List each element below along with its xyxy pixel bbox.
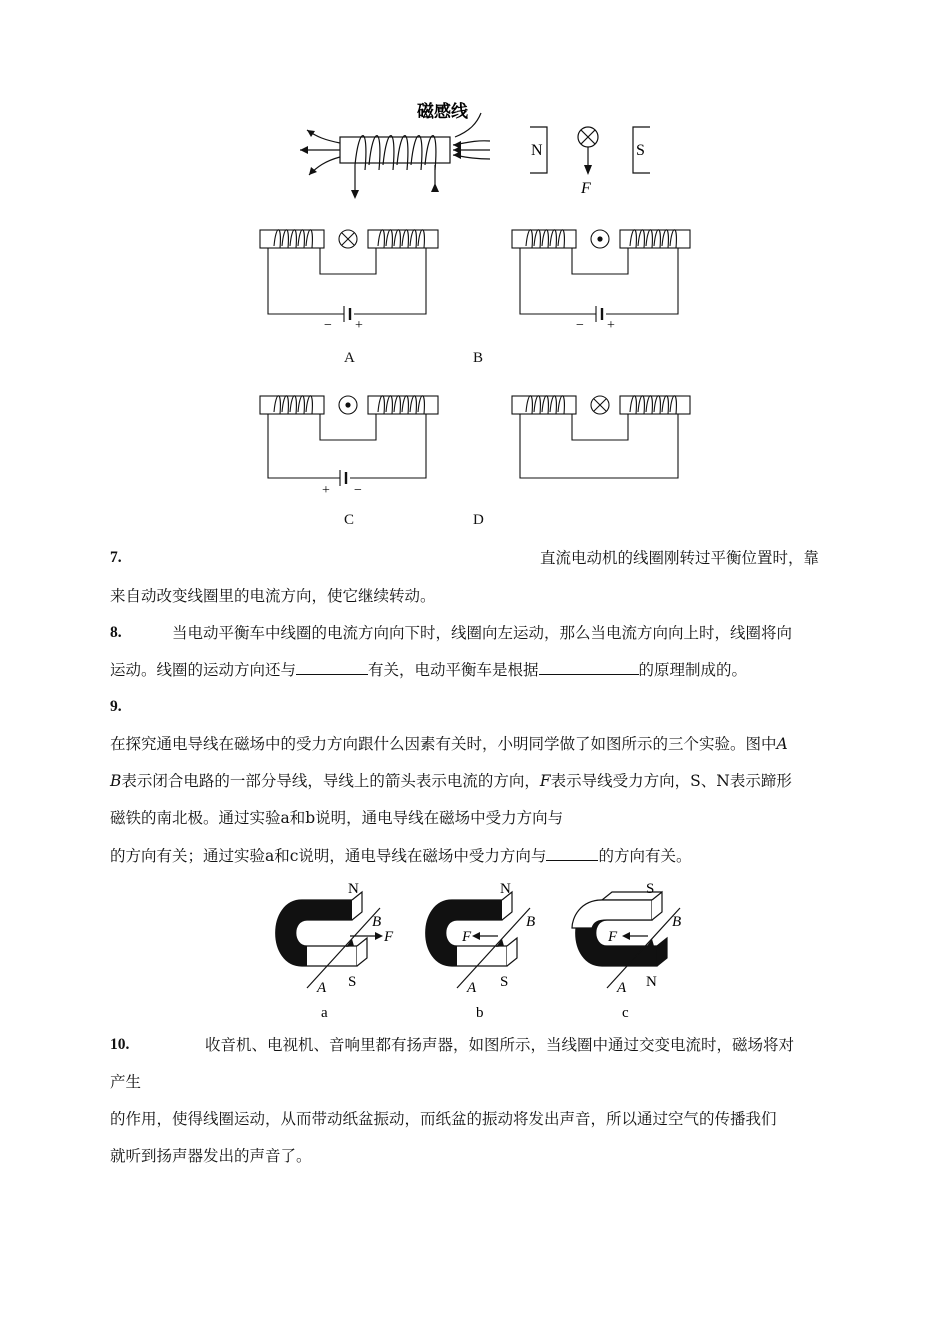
q9-line4-a: 的方向有关；通过实验a和c说明，通电导线在磁场中受力方向与 xyxy=(110,847,547,865)
q9-line2-b: B xyxy=(110,772,122,790)
panel-a-bottom-pole: S xyxy=(348,974,357,990)
force-label: F xyxy=(581,180,591,197)
figure-circuit-c xyxy=(258,390,448,500)
q8-number: 8. xyxy=(110,624,122,641)
q8-line2-b: 有关，电动平衡车是根据 xyxy=(368,661,539,679)
q8-line2-a: 运动。线圈的运动方向还与 xyxy=(110,661,297,679)
q8-line2-c: 的原理制成的。 xyxy=(638,661,748,679)
option-label-b: B xyxy=(473,350,484,366)
q7-number: 7. xyxy=(110,549,122,566)
solenoid-label: 磁感线 xyxy=(417,102,468,122)
q9-blank[interactable] xyxy=(546,846,598,861)
magnet-pole-s: S xyxy=(636,142,645,159)
q9-line1-a: A xyxy=(776,735,788,753)
panel-c-force: F xyxy=(608,929,618,945)
q10-line2: 产生 xyxy=(110,1073,142,1091)
q9-line3: 磁铁的南北极。通过实验a和b说明，通电导线在磁场中受力方向与 xyxy=(110,809,564,827)
battery-minus: − xyxy=(354,483,362,498)
battery-plus: + xyxy=(607,318,615,332)
panel-a-caption: a xyxy=(321,1005,328,1021)
battery-minus: − xyxy=(576,318,584,332)
figure-circuit-a xyxy=(258,222,448,332)
q10-line4: 就听到扬声器发出的声音了。 xyxy=(110,1147,312,1165)
q8-blank-1[interactable] xyxy=(296,660,368,675)
magnet-pole-n: N xyxy=(531,142,543,159)
panel-c-bottom-pole: N xyxy=(646,974,657,990)
panel-b-bottom-pole: S xyxy=(500,974,509,990)
figure-horseshoe-magnets xyxy=(262,878,702,1023)
q9-line4 xyxy=(110,846,691,866)
q8-blank-2[interactable] xyxy=(539,660,639,675)
panel-b-wire-bottom: A xyxy=(467,980,477,996)
panel-b-force: F xyxy=(462,929,472,945)
q9-line1 xyxy=(110,734,788,754)
q9-line2 xyxy=(110,771,792,791)
q8-line2 xyxy=(110,660,747,680)
panel-a-wire-top: B xyxy=(372,914,382,930)
panel-c-wire-bottom: A xyxy=(617,980,627,996)
panel-a-force: F xyxy=(384,929,394,945)
q7-line2: 来自动改变线圈里的电流方向，使它继续转动。 xyxy=(110,587,436,605)
panel-b-caption: b xyxy=(476,1005,484,1021)
figure-circuit-b xyxy=(510,222,700,332)
figure-circuit-d xyxy=(510,390,700,500)
q9-line4-b: 的方向有关。 xyxy=(598,847,692,865)
panel-a-top-pole: N xyxy=(348,881,359,897)
battery-minus: − xyxy=(324,318,332,332)
panel-a-wire-bottom: A xyxy=(317,980,327,996)
option-label-d: D xyxy=(473,512,484,528)
panel-c-top-pole: S xyxy=(646,881,655,897)
battery-plus: + xyxy=(322,483,330,498)
option-label-a: A xyxy=(344,350,355,366)
panel-b-wire-top: B xyxy=(526,914,536,930)
figure-solenoid-magnet xyxy=(295,95,665,205)
panel-b-top-pole: N xyxy=(500,881,511,897)
q9-line1-text: 在探究通电导线在磁场中的受力方向跟什么因素有关时，小明同学做了如图所示的三个实验。图中 xyxy=(110,735,777,753)
magnet-panel-b xyxy=(426,892,530,988)
q10-line3: 的作用，使得线圈运动，从而带动纸盆振动，而纸盆的振动将发出声音，所以通过空气的传播我们 xyxy=(110,1110,777,1128)
panel-c-caption: c xyxy=(622,1005,629,1021)
magnet-panel-a xyxy=(276,892,383,988)
magnet-panel-c xyxy=(572,892,680,988)
q9-number: 9. xyxy=(110,698,122,715)
q9-line2-f: F xyxy=(539,772,551,790)
battery-plus: + xyxy=(355,318,363,332)
q8-line1: 当电动平衡车中线圈的电流方向向下时，线圈向左运动，那么当电流方向向上时，线圈将向 xyxy=(172,624,793,642)
q10-number: 10. xyxy=(110,1036,130,1053)
q7-line1: 直流电动机的线圈刚转过平衡位置时，靠 xyxy=(540,549,820,567)
q9-line2-text: 表示闭合电路的一部分导线，导线上的箭头表示电流的方向， xyxy=(121,772,540,790)
q10-line1: 收音机、电视机、音响里都有扬声器，如图所示，当线圈中通过交变电流时，磁场将对 xyxy=(205,1036,795,1054)
option-label-c: C xyxy=(344,512,355,528)
q9-line2-end: 表示导线受力方向，S、N表示蹄形 xyxy=(550,772,792,790)
panel-c-wire-top: B xyxy=(672,914,682,930)
